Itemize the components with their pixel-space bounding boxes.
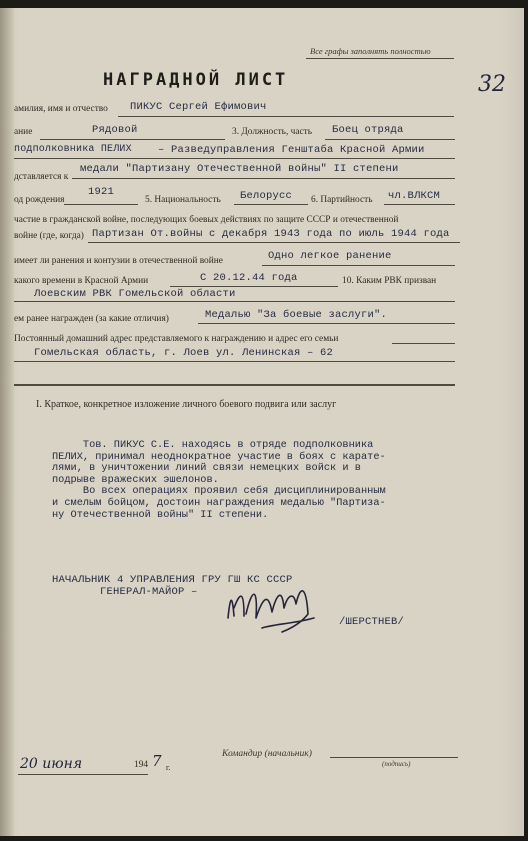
award-label: ем ранее награжден (за какие отличия)	[14, 314, 169, 324]
narrative-line: Во всех операциях проявил себя дисциплинированным	[52, 485, 386, 498]
birth-value: 1921	[88, 186, 115, 198]
binding-edge	[0, 8, 14, 836]
handwritten-signature	[222, 578, 322, 638]
signer-title: НАЧАЛЬНИК 4 УПРАВЛЕНИЯ ГРУ ГШ КС СССР	[52, 574, 293, 586]
narrative-line: и смелым бойцом, достоин награждения медалью "Партиза-	[52, 496, 386, 509]
header-note-rule	[306, 58, 454, 59]
party-rule	[384, 204, 455, 205]
narrative-line: лями, в уничтожении линий связи немецких войск и в	[52, 462, 361, 475]
birth-rule	[64, 204, 138, 205]
unit-value: – Разведуправления Генштаба Красной Армии	[158, 144, 425, 156]
rank-label: ание	[14, 127, 33, 137]
presented-rule	[72, 178, 455, 179]
wounds-value: Одно легкое ранение	[268, 250, 392, 262]
name-rule	[118, 116, 454, 117]
war-label-2: войне (где, когда)	[14, 231, 84, 241]
section-heading: I. Краткое, конкретное изложение личного боевого подвига или заслуг	[36, 399, 337, 410]
war-rule	[88, 242, 460, 243]
army-rule	[170, 286, 338, 287]
corner-number: 32	[478, 72, 506, 97]
narrative-line: Тов. ПИКУС С.Е. находясь в отряде подполковника	[52, 439, 374, 451]
section-divider	[14, 384, 455, 386]
rvk-rule	[14, 301, 455, 302]
unit-label: подполковника ПЕЛИХ	[14, 144, 132, 155]
wounds-rule	[262, 265, 455, 266]
address-rule-2	[14, 361, 455, 362]
award-sheet	[0, 8, 524, 836]
narrative-line: подрыве вражеских эшелонов.	[52, 473, 219, 486]
award-value: Медалью "За боевые заслуги".	[205, 309, 388, 321]
presented-label: дставляется к	[14, 172, 69, 182]
commander-rule	[330, 757, 458, 758]
army-value: С 20.12.44 года	[200, 272, 298, 284]
date-rule	[18, 774, 148, 775]
position-rule	[325, 139, 455, 140]
army-label: какого времени в Красной Армии	[14, 276, 149, 286]
header-note: Все графы заполнять полностью	[310, 46, 431, 56]
nationality-value: Белорусс	[240, 190, 293, 202]
signer-rank: ГЕНЕРАЛ-МАЙОР –	[100, 586, 198, 598]
commander-label: Командир (начальник)	[222, 749, 312, 759]
document-title: НАГРАДНОЙ ЛИСТ	[103, 70, 289, 90]
year-printed: 194	[134, 760, 149, 770]
unit-rule	[14, 158, 455, 159]
position-label: 3. Должность, часть	[232, 127, 313, 137]
rvk-label: 10. Каким РВК призван	[342, 276, 437, 286]
war-value: Партизан От.войны с декабря 1943 года по июль 1944 года	[92, 228, 450, 240]
nationality-label: 5. Национальность	[145, 195, 221, 205]
birth-label: од рождения	[14, 195, 65, 205]
rank-value: Рядовой	[92, 124, 138, 136]
award-rule	[198, 323, 455, 324]
name-label: амилия, имя и отчество	[14, 104, 108, 114]
party-label: 6. Партийность	[311, 195, 373, 205]
narrative-line: ну Отечественной войны" II степени.	[52, 508, 269, 521]
address-label: Постоянный домашний адрес представляемого к награждению и адрес его семьи	[14, 334, 339, 344]
presented-value: медали "Партизану Отечественной войны" II степени	[80, 163, 399, 175]
year-handwritten: 7	[152, 752, 162, 770]
position-value: Боец отряда	[332, 124, 404, 136]
address-value: Гомельская область, г. Лоев ул. Ленинская – 62	[34, 347, 334, 359]
narrative	[52, 440, 386, 521]
date-handwritten: 20 июня	[20, 756, 83, 772]
nationality-rule	[234, 204, 308, 205]
name-value: ПИКУС Сергей Ефимович	[130, 101, 267, 113]
party-value: чл.ВЛКСМ	[388, 190, 441, 202]
year-suffix: г.	[166, 763, 171, 772]
signature-caption: (подпись)	[382, 760, 411, 768]
war-label-1: частие в гражданской войне, последующих боевых действиях по защите СССР и отечественной	[14, 215, 399, 225]
wounds-label: имеет ли ранения и контузии в отечественной войне	[14, 256, 223, 266]
address-rule-1	[392, 343, 455, 344]
rank-rule	[40, 139, 225, 140]
signer-name: /ШЕРСТНЕВ/	[339, 616, 405, 628]
rvk-value: Лоевским РВК Гомельской области	[34, 288, 236, 300]
narrative-line: ПЕЛИХ, принимал неоднократное участие в боях с карате-	[52, 450, 386, 463]
